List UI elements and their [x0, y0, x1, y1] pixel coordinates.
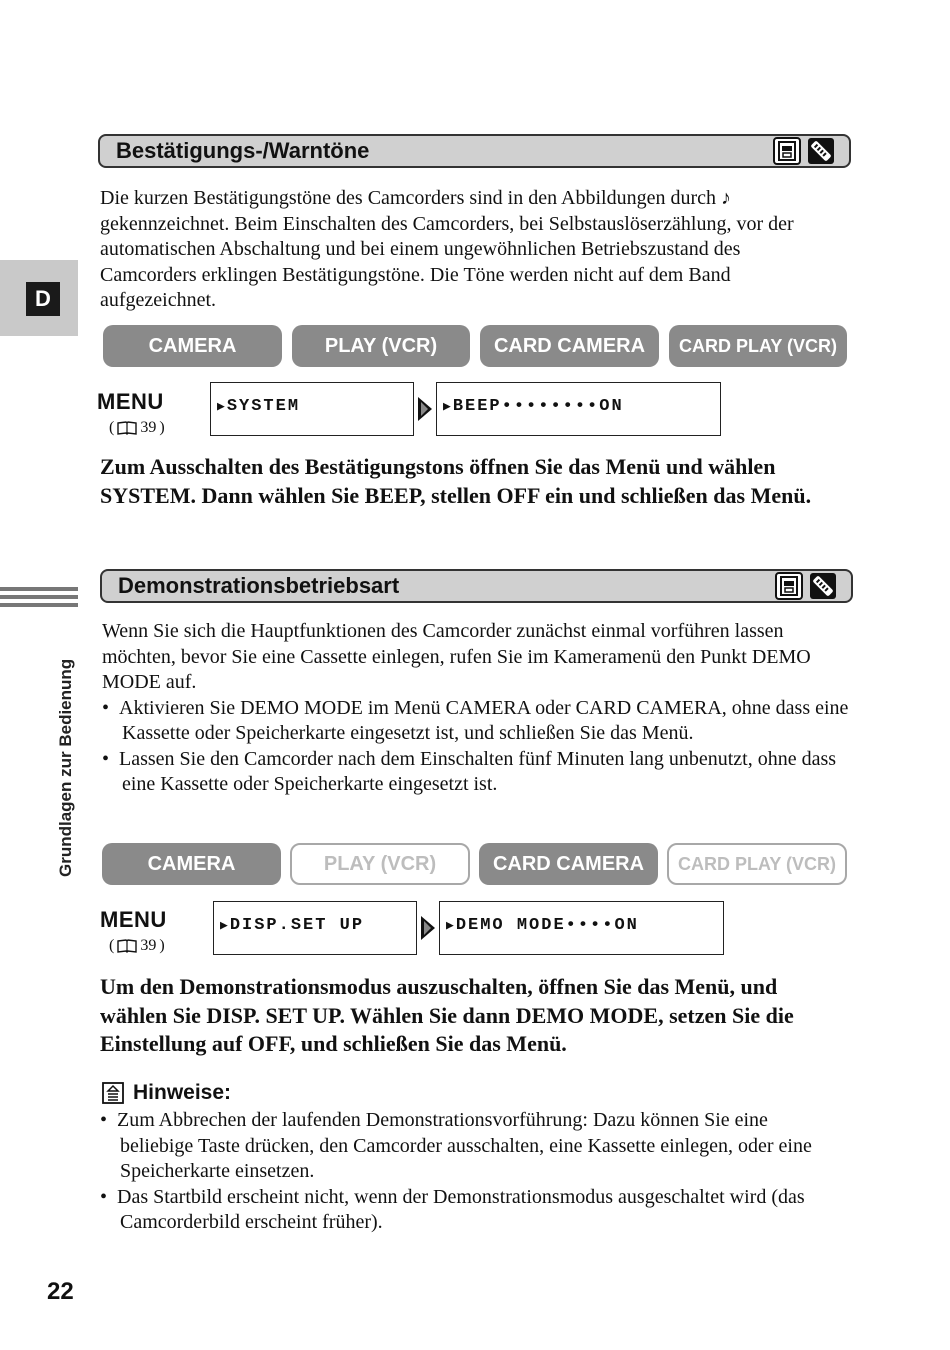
side-bar — [0, 595, 78, 599]
notes-list — [100, 1108, 830, 1236]
menu-step-demo-mode: ▶DEMO MODE••••ON — [439, 901, 724, 955]
section-title: Bestätigungs-/Warntöne — [116, 138, 370, 163]
section-body — [102, 619, 852, 798]
language-letter: D — [26, 282, 60, 316]
tape-icon — [773, 137, 801, 165]
note-pad-icon — [101, 1081, 125, 1105]
instruction-text: Zum Ausschalten des Bestätigungstons öffnen Sie das Menü und wählen SYSTEM. Dann wählen Sie BEEP, stellen OFF ein und schließen das Menü. — [100, 454, 812, 508]
remote-control-icon — [809, 572, 837, 600]
tape-icon — [775, 572, 803, 600]
menu-step-disp-set-up: ▶DISP.SET UP — [213, 901, 417, 955]
mode-card-play-vcr: CARD PLAY (VCR) — [667, 843, 847, 885]
menu-step-beep: ▶BEEP••••••••ON — [436, 382, 721, 436]
step-arrow-icon — [417, 913, 439, 943]
list-item: • Aktivieren Sie DEMO MODE im Menü CAMERA oder CARD CAMERA, ohne dass eine Kassette oder Speicherkarte eingesetzt ist, und schließen Sie das Menü. — [102, 696, 849, 744]
mode-play-vcr: PLAY (VCR) — [292, 325, 470, 367]
mode-camera: CAMERA — [103, 325, 282, 367]
section-header-demo — [100, 569, 853, 603]
language-tab — [0, 260, 78, 336]
menu-page-ref: ( 39 ) — [109, 937, 165, 954]
notes-heading — [101, 1081, 231, 1105]
mode-camera: CAMERA — [102, 843, 281, 885]
mode-play-vcr: PLAY (VCR) — [290, 843, 470, 885]
list-item: • Zum Abbrechen der laufenden Demonstrationsvorführung: Dazu können Sie eine beliebige Taste drücken, den Camcorder ausschalten, eine Kassette einlegen, oder eine Speicherkarte einsetzen. — [100, 1109, 812, 1182]
section-title: Demonstrationsbetriebsart — [118, 573, 400, 598]
menu-label: MENU — [100, 907, 167, 932]
side-bar — [0, 587, 78, 591]
menu-page-ref: ( 39 ) — [109, 419, 165, 436]
side-bar — [0, 603, 78, 607]
book-icon — [117, 421, 137, 435]
step-arrow-icon — [414, 394, 436, 424]
menu-step-system: ▶SYSTEM — [210, 382, 414, 436]
mode-card-camera: CARD CAMERA — [479, 843, 658, 885]
list-item: • Lassen Sie den Camcorder nach dem Einschalten fünf Minuten lang unbenutzt, ohne dass eine Kassette oder Speicherkarte eingesetzt ist. — [102, 747, 837, 795]
list-item: • Das Startbild erscheint nicht, wenn der Demonstrationsmodus ausgeschaltet wird (das Camcorderbild erscheint früher). — [100, 1185, 805, 1233]
chapter-title: Grundlagen zur Bedienung — [56, 658, 75, 877]
mode-card-play-vcr: CARD PLAY (VCR) — [669, 325, 847, 367]
book-icon — [117, 939, 137, 953]
section-header-beep — [98, 134, 851, 168]
notes-title: Hinweise: — [133, 1081, 232, 1104]
menu-label: MENU — [97, 389, 164, 414]
section-intro: Wenn Sie sich die Hauptfunktionen des Camcorder zunächst einmal vorführen lassen möchten, bevor Sie eine Cassette einlegen, rufen Sie im Kameramenü den Punkt DEMO MODE auf. — [102, 620, 811, 693]
page-number: 22 — [47, 1278, 74, 1305]
instruction-text: Um den Demonstrationsmodus auszuschalten, öffnen Sie das Menü, und wählen Sie DISP. SET UP. Wählen Sie dann DEMO MODE, setzen Sie die Einstellung auf OFF, und schließen Sie das Menü. — [100, 974, 794, 1056]
remote-control-icon — [807, 137, 835, 165]
section-body: Die kurzen Bestätigungstöne des Camcorders sind in den Abbildungen durch ♪ gekennzeichnet. Beim Einschalten des Camcorders, bei Selbstauslöserzählung, vor der automatischen Abschaltung und bei einem ungewöhnlichen Betriebszustand des Camcorders erklingen Bestätigungstöne. Die Töne werden nicht auf dem Band aufgezeichnet. — [100, 187, 794, 311]
mode-card-camera: CARD CAMERA — [480, 325, 659, 367]
